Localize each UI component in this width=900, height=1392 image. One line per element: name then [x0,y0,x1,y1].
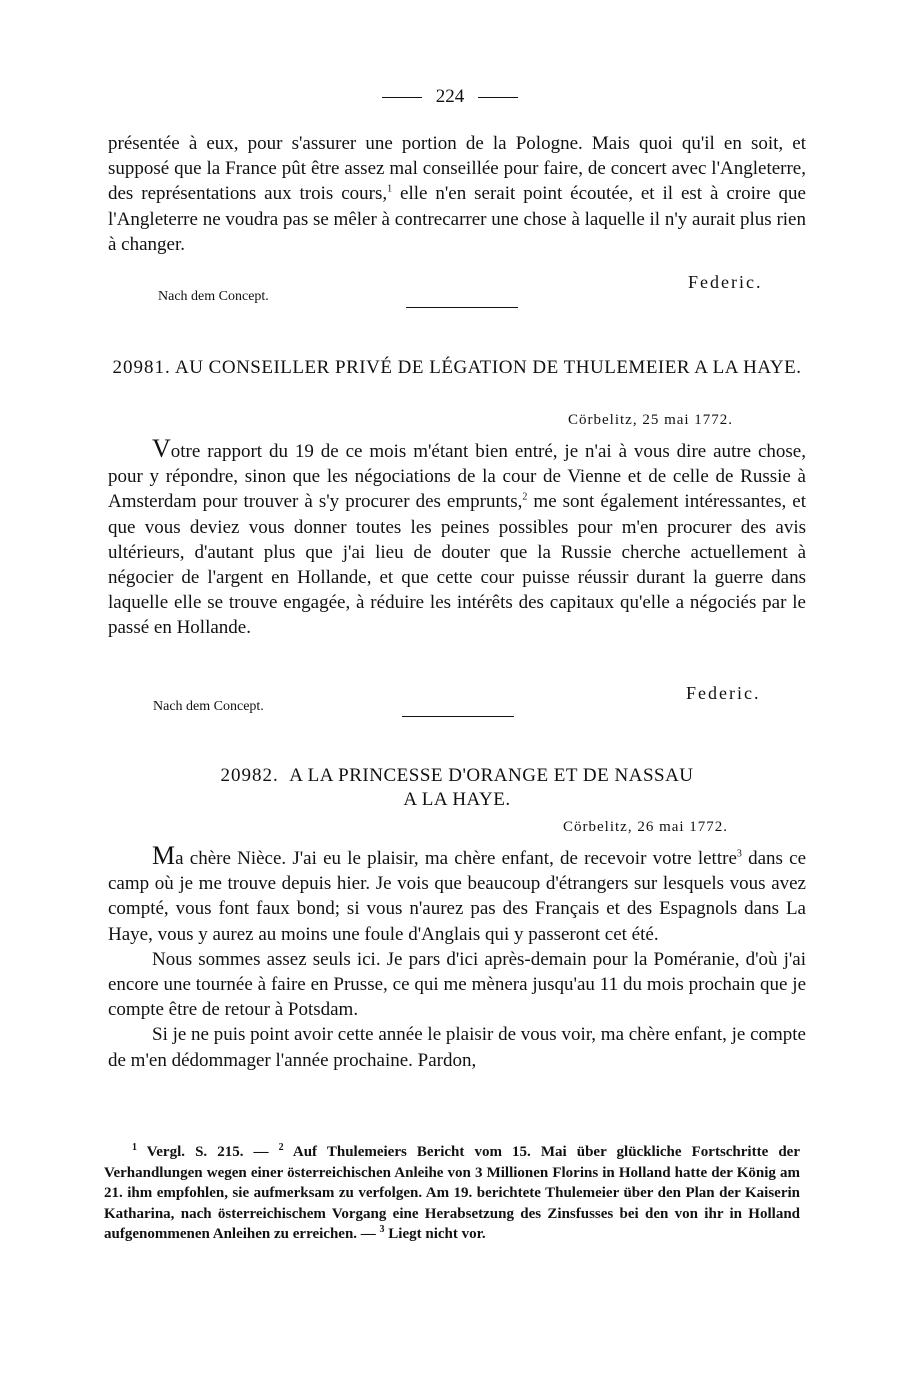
letter1-body [108,131,806,257]
letter3-paragraph-3: Si je ne puis point avoir cette année le plaisir de vous voir, ma chère enfant, je compte de m'en dédommager l'année prochaine. Pardon, [108,1024,806,1071]
footnote-1: Vergl. S. 215. — [137,1144,279,1160]
letter3-heading-line1 [108,764,806,788]
letter2-heading [108,356,806,380]
footnote-mark-2: 2 [278,1142,284,1153]
footnote-3: Liegt nicht vor. [384,1226,486,1243]
letter2-heading-text: AU CONSEILLER PRIVÉ DE LÉGATION DE THULEMEIER A LA HAYE. [174,357,802,378]
header-dash-left [382,97,422,98]
letter3-heading-text-1: A LA PRINCESSE D'ORANGE ET DE NASSAU [289,765,694,786]
letter3-number: 20982. [220,765,279,786]
letter2-body [108,436,806,641]
letter3-heading [108,764,806,812]
letter2-paragraph [108,436,806,641]
page-number: 224 [435,86,465,107]
letter2-source: Nach dem Concept. [153,699,264,714]
footnote-mark-3: 3 [379,1224,385,1236]
letter3-paragraph-1 [108,843,806,947]
letter2-text-1: otre rapport du 19 de ce mois m'étant bien entré, je n'ai à vous dire autre chose, pour y répondre, sinon que les négociations de la cour de Vienne et de celle de Russie à Amsterdam pour trouver à s'y procurer des emprunts, [108,441,806,513]
letter3-body [108,843,806,1073]
letter1-text: présentée à eux, pour s'assurer une portion de la Pologne. Mais quoi qu'il en soit, et supposé que la France pût être assez mal conseillée pour faire, de concert avec l'Angleterre, des représentations aux trois cours, [108,133,806,205]
separator-rule-2 [402,716,514,717]
letter2-initial: V [152,434,171,463]
letter2-text-2: me sont également intéressantes, et que vous deviez vous donner toutes les peines possibles pour m'en procurer des avis ultérieurs, d'autant plus que j'ai lieu de douter que la Russie cherche actuellement à négocier de l'argent en Hollande, et que cette cour puisse réussir durant la guerre dans laquelle elle se trouve engagée, à réduire les intérêts des capitaux qu'elle a négociés par le passé en Hollande. [108,491,806,639]
footnote-ref-1: 1 [387,184,393,196]
letter3-text-2: dans ce camp où je me trouve depuis hier. Je vois que beaucoup d'étrangers sur lesquels vous avez compté, vous font faux bond; si vous n'aurez pas des Français et des Espagnols dans La Haye, vous y aurez au moins une foule d'Anglais qui y passeront cet été. [108,848,806,945]
letter3-paragraph-2: Nous sommes assez seuls ici. Je pars d'ici après-demain pour la Poméranie, d'où j'ai encore une tournée à faire en Prusse, ce qui me mènera jusqu'au 11 du mois prochain que je compte être de retour à Potsdam. [108,948,806,1021]
page-header [0,86,900,108]
letter1-paragraph [108,131,806,257]
footnote-ref-3: 3 [736,848,742,860]
separator-rule-1 [406,307,518,308]
letter1-source: Nach dem Concept. [158,289,269,304]
letter3-text-1: a chère Nièce. J'ai eu le plaisir, ma chère enfant, de recevoir votre lettre [175,848,737,869]
letter3-heading-line2: A LA HAYE. [403,789,511,810]
header-dash-right [478,97,518,98]
letter2-number: 20981. [112,357,171,378]
letter2-signature: Federic. [686,683,761,703]
letter3-initial: M [152,841,176,870]
letter2-date: Cörbelitz, 25 mai 1772. [568,412,734,428]
letter1-signature: Federic. [688,272,763,292]
letter1-text-cont: elle n'en serait point écoutée, et il est à croire que l'Angleterre ne voudra pas se mêler à contrecarrer une chose à laquelle il n'y aurait plus rien à changer. [108,183,806,255]
letter3-date: Cörbelitz, 26 mai 1772. [563,819,729,835]
footnote-2: Auf Thulemeiers Bericht vom 15. Mai über glückliche Fortschritte der Verhandlungen wegen einer österreichischen Anleihe von 3 Millionen Florins in Holland hatte der König am 21. ihm empfohlen, sie aufmerksam zu verfolgen. Am 19. berichtete Thulemeier über den Plan der Kaiserin Katharina, nach österreichischem Vorgang eine Herabsetzung des Zinsfusses bei den von ihr in Holland aufgenommenen Anleihen zu erreichen. — [104,1144,800,1243]
footnotes [104,1142,800,1245]
footnote-mark-1: 1 [132,1142,137,1153]
footnote-ref-2: 2 [522,492,528,504]
footnote-block [104,1142,800,1245]
